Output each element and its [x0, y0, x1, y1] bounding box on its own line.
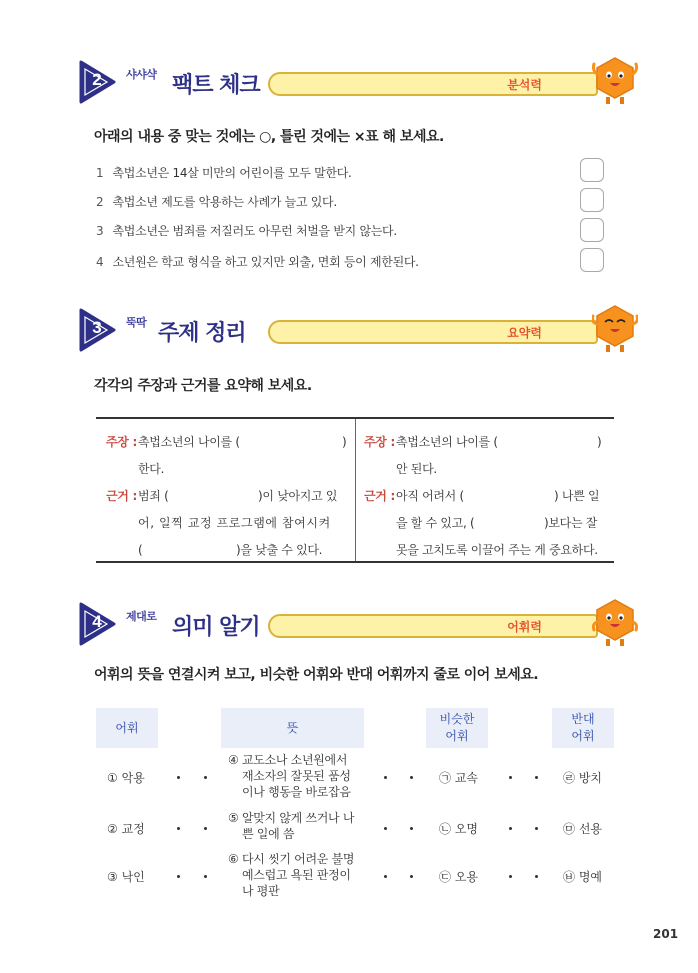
- reason-text-2: 어, 일찍 교정 프로그램에 참여시켜: [138, 516, 331, 530]
- claim-label: 주장 :: [364, 435, 395, 449]
- skill-label: 어휘력: [507, 620, 542, 634]
- connect-dot[interactable]: [410, 875, 413, 878]
- header-opposite-text: 반대: [571, 712, 595, 726]
- connect-dot[interactable]: [509, 827, 512, 830]
- connect-dot[interactable]: [509, 875, 512, 878]
- connect-dot[interactable]: [535, 776, 538, 779]
- connect-dot[interactable]: [535, 875, 538, 878]
- answer-box-3[interactable]: [580, 218, 604, 242]
- meaning-line: ④ 교도소나 소년원에서: [228, 753, 348, 767]
- reason-text: ) 나쁜 일: [554, 489, 600, 503]
- reason-text-2: 을 할 수 있고, (: [396, 516, 475, 530]
- claim-text: 촉법소년의 나이를 (: [138, 435, 240, 449]
- section-4-header: [78, 602, 638, 646]
- vocab-meaning: [228, 851, 368, 899]
- quiz-item: [96, 193, 337, 210]
- section-number-badge: [78, 602, 118, 646]
- section-4-instruction: 어휘의 뜻을 연결시켜 보고, 비슷한 어휘와 반대 어휘까지 줄로 이어 보세요.: [94, 667, 539, 683]
- section-number-badge: [78, 60, 118, 104]
- opposite-word: ㉣ 방치: [563, 771, 602, 785]
- section-number-badge: [78, 308, 118, 352]
- section-number: 4: [92, 612, 102, 631]
- column-divider: [355, 419, 356, 561]
- mascot-icon: [592, 596, 638, 648]
- header-similar-text: 비슷한: [439, 712, 475, 726]
- connect-dot[interactable]: [535, 827, 538, 830]
- similar-word: ㉠ 교속: [439, 771, 478, 785]
- blank-close: ): [342, 435, 347, 449]
- reason-text: 아직 어려서 (: [396, 489, 464, 503]
- header-opposite: [552, 708, 614, 748]
- skill-label: 분석력: [507, 78, 542, 92]
- quiz-item-number: 4: [96, 255, 104, 269]
- quiz-item-number: 2: [96, 195, 104, 209]
- connect-dot[interactable]: [410, 827, 413, 830]
- header-meaning: [221, 708, 364, 748]
- quiz-item: [96, 253, 419, 270]
- reason-text-3: (: [138, 543, 143, 557]
- reason-text-3: )을 낮출 수 있다.: [236, 543, 323, 557]
- reason-text-2: )보다는 잘: [544, 516, 598, 530]
- opposite-word: ㉤ 선용: [563, 822, 602, 836]
- meaning-line: 쁜 일에 씀: [242, 827, 295, 841]
- meaning-line: 예스럽고 욕된 판정이: [242, 868, 351, 882]
- section-pre-title: 뚝딱: [126, 316, 147, 329]
- connect-dot[interactable]: [177, 827, 180, 830]
- meaning-line: 재소자의 잘못된 품성: [242, 769, 351, 783]
- quiz-item-text: 촉법소년은 범죄를 저질러도 아무런 처벌을 받지 않는다.: [112, 224, 397, 238]
- reason-text-3: 못을 고치도록 이끌어 주는 게 중요하다.: [396, 543, 598, 557]
- section-2-instruction: 아래의 내용 중 맞는 것에는 ○, 틀린 것에는 ×표 해 보세요.: [94, 129, 444, 145]
- quiz-item: [96, 164, 352, 181]
- reason-text: )이 낮아지고 있: [258, 489, 338, 503]
- similar-word: ㉢ 오용: [439, 870, 478, 884]
- header-word: [96, 708, 158, 748]
- answer-box-1[interactable]: [580, 158, 604, 182]
- similar-word: ㉡ 오명: [439, 822, 478, 836]
- summary-table: [96, 417, 614, 563]
- header-similar-text: 어휘: [445, 729, 469, 743]
- connect-dot[interactable]: [384, 875, 387, 878]
- section-title: 주제 정리: [158, 321, 246, 346]
- section-number: 2: [92, 70, 102, 89]
- section-3-header: [78, 308, 638, 352]
- connect-dot[interactable]: [177, 875, 180, 878]
- connect-dot[interactable]: [410, 776, 413, 779]
- connect-dot[interactable]: [384, 827, 387, 830]
- header-opposite-text: 어휘: [571, 729, 595, 743]
- claim-label: 주장 :: [106, 435, 137, 449]
- meaning-line: 나 평판: [242, 884, 280, 898]
- section-pre-title: 제대로: [126, 610, 157, 623]
- connect-dot[interactable]: [384, 776, 387, 779]
- quiz-item-number: 3: [96, 224, 104, 238]
- claim-text-2: 안 된다.: [396, 462, 437, 476]
- skill-label: 요약력: [507, 326, 542, 340]
- quiz-item: [96, 222, 397, 239]
- vocab-meaning: [228, 810, 368, 842]
- quiz-item-number: 1: [96, 166, 104, 180]
- reason-label: 근거 :: [364, 489, 395, 503]
- claim-text-2: 한다.: [138, 462, 165, 476]
- opposite-word: ㉥ 명예: [563, 870, 602, 884]
- section-number: 3: [92, 318, 102, 337]
- meaning-line: 이나 행동을 바로잡음: [242, 785, 351, 799]
- mascot-icon: [592, 54, 638, 106]
- section-2-header: [78, 60, 638, 104]
- header-meaning-text: 뜻: [286, 720, 299, 735]
- quiz-item-text: 소년원은 학교 형식을 하고 있지만 외출, 면회 등이 제한된다.: [112, 255, 419, 269]
- answer-box-4[interactable]: [580, 248, 604, 272]
- skill-banner: [268, 614, 598, 638]
- skill-banner: [268, 320, 598, 344]
- quiz-item-text: 촉법소년은 14살 미만의 어린이를 모두 말한다.: [112, 166, 352, 180]
- blank-close: ): [597, 435, 602, 449]
- header-word-text: 어휘: [115, 720, 139, 735]
- connect-dot[interactable]: [509, 776, 512, 779]
- page-number: 201: [653, 927, 679, 941]
- meaning-line: ⑤ 알맞지 않게 쓰거나 나: [228, 811, 355, 825]
- vocab-word: ③ 낙인: [107, 870, 145, 884]
- meaning-line: ⑥ 다시 씻기 어려운 불명: [228, 852, 355, 866]
- quiz-item-text: 촉법소년 제도를 악용하는 사례가 늘고 있다.: [112, 195, 337, 209]
- skill-banner: [268, 72, 598, 96]
- claim-text: 촉법소년의 나이를 (: [396, 435, 498, 449]
- section-title: 의미 알기: [172, 615, 260, 640]
- vocab-word: ① 악용: [107, 771, 145, 785]
- connect-dot[interactable]: [204, 827, 207, 830]
- vocab-meaning: [228, 752, 368, 800]
- connect-dot[interactable]: [177, 776, 180, 779]
- answer-box-2[interactable]: [580, 188, 604, 212]
- reason-label: 근거 :: [106, 489, 137, 503]
- reason-text: 범죄 (: [138, 489, 169, 503]
- section-pre-title: 샤샤샥: [126, 68, 157, 81]
- connect-dot[interactable]: [204, 776, 207, 779]
- connect-dot[interactable]: [204, 875, 207, 878]
- mascot-icon: [592, 302, 638, 354]
- vocab-word: ② 교정: [107, 822, 145, 836]
- section-3-instruction: 각각의 주장과 근거를 요약해 보세요.: [94, 378, 312, 394]
- section-title: 팩트 체크: [172, 73, 260, 98]
- header-similar: [426, 708, 488, 748]
